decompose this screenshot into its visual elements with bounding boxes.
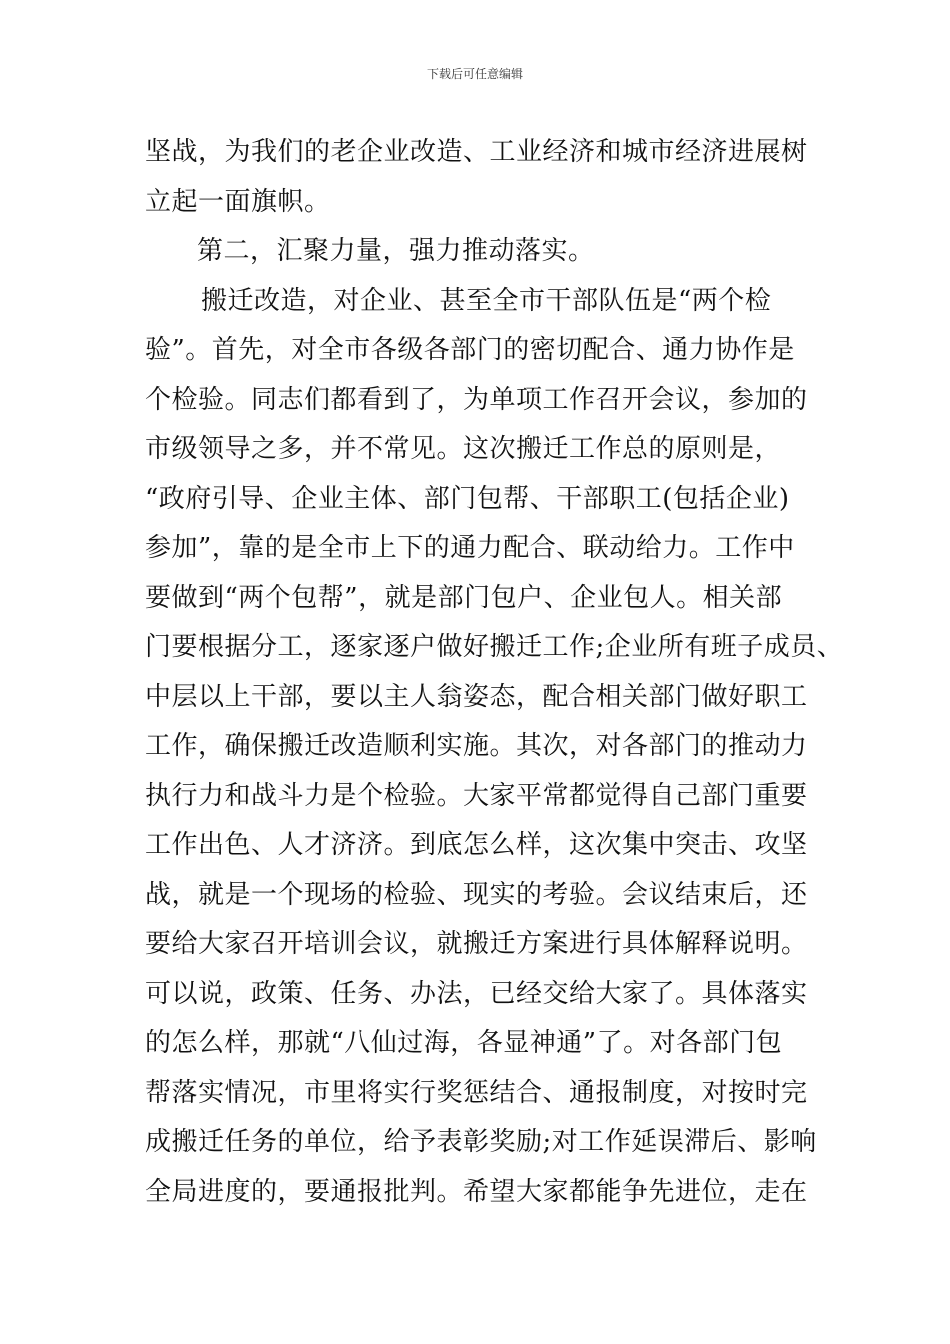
text-line: “政府引导、企业主体、部门包帮、干部职工(包括企业) <box>145 483 790 514</box>
text-line: 中层以上干部，要以主人翁姿态，配合相关部门做好职工 <box>145 681 808 712</box>
text-line: 坚战，为我们的老企业改造、工业经济和城市经济进展树 <box>145 137 808 167</box>
text-line: 市级领导之多，并不常见。这次搬迁工作总的原则是， <box>145 434 782 464</box>
text-line: 验”。首先，对全市各级各部门的密切配合、通力协作是 <box>145 335 795 365</box>
text-line: 可以说，政策、任务、办法，已经交给大家了。具体落实 <box>145 978 808 1009</box>
text-line: 立起一面旗帜。 <box>145 186 331 217</box>
text-line: 的怎么样，那就“八仙过海，各显神通”了。对各部门包 <box>145 1028 783 1058</box>
body-text <box>145 128 844 1217</box>
paragraph-start: 搬迁改造，对企业、甚至全市干部队伍是“两个检 <box>201 285 772 316</box>
text-line: 个检验。同志们都看到了，为单项工作召开会议，参加的 <box>145 384 808 415</box>
text-line: 参加”，靠的是全市上下的通力配合、联动给力。工作中 <box>145 533 795 563</box>
section-heading: 第二，汇聚力量，强力推动落实。 <box>197 236 595 266</box>
text-line: 全局进度的，要通报批判。希望大家都能争先进位，走在 <box>145 1176 808 1207</box>
text-line: 门要根据分工，逐家逐户做好搬迁工作;企业所有班子成员、 <box>145 632 844 662</box>
text-line: 工作出色、人才济济。到底怎么样，这次集中突击、攻坚 <box>145 830 808 860</box>
text-line: 成搬迁任务的单位，给予表彰奖励;对工作延误滞后、影响 <box>145 1127 817 1157</box>
text-line: 要给大家召开培训会议，就搬迁方案进行具体解释说明。 <box>145 929 808 959</box>
header-note: 下载后可任意编辑 <box>426 67 523 81</box>
text-line: 帮落实情况，市里将实行奖惩结合、通报制度，对按时完 <box>145 1077 808 1108</box>
text-line: 执行力和战斗力是个检验。大家平常都觉得自己部门重要 <box>145 780 808 811</box>
text-line: 战，就是一个现场的检验、现实的考验。会议结束后，还 <box>145 879 808 910</box>
text-line: 工作，确保搬迁改造顺利实施。其次，对各部门的推动力 <box>145 731 808 761</box>
text-line: 要做到“两个包帮”，就是部门包户、企业包人。相关部 <box>145 582 783 613</box>
